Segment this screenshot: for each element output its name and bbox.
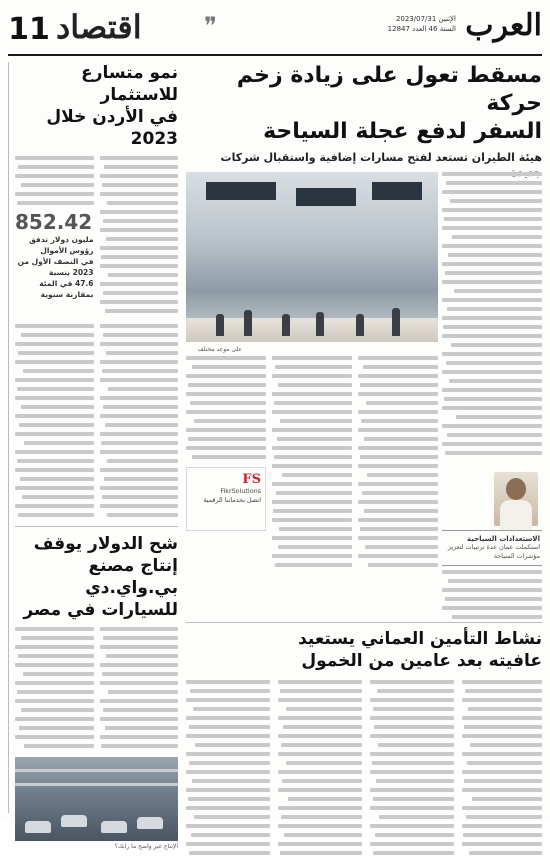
insurance-headline [186,628,542,672]
factory-photo-caption: الإنتاج غير واضح ما رابك؟ [114,843,178,850]
airport-photo-caption: على موعد مختلف [197,346,242,353]
insurance-story [186,628,542,672]
airport-photo [186,172,438,342]
jordan-headline [15,62,178,150]
portrait-photo [494,472,538,526]
factory-photo [15,757,178,841]
page-number: 11 [8,12,50,47]
jordan-stat-value: 852.42 [15,210,93,234]
jordan-headline-line-1: نمو متسارع للاستثمار [81,63,178,105]
egypt-body [15,627,178,753]
lead-body-col-4 [186,356,266,464]
jordan-body-lower [15,324,178,522]
insurance-body-col-2 [370,680,454,860]
insurance-headline-line-1: نشاط التأمين العماني يستعيد [298,629,542,649]
issue-date: الإثنين 2023/07/31 [395,15,456,23]
date-block [388,14,456,34]
stat-caption-line-2: في النصف الأول من 2023 بنسبة [17,257,94,277]
fs-brand-sub: FikrSolutions [220,487,261,495]
divider [15,526,178,527]
lead-body-col-2 [358,356,438,572]
jordan-stat-caption [15,234,94,300]
lead-headline-line-1: مسقط تعول على زيادة زخم حركة [236,63,542,116]
jordan-body-col-b [15,156,94,318]
sidebar-note-title: الاستعدادات السياحية [467,535,540,543]
fs-advert[interactable] [186,467,266,531]
main-column [186,62,542,813]
lead-body-col-3 [272,356,352,572]
insurance-headline-line-2: عافيته بعد عامين من الخمول [301,651,542,671]
stat-caption-line-1: مليون دولار تدفق رؤوس الأموال [29,235,94,255]
insurance-body-col-1 [462,680,542,860]
insurance-body-col-3 [278,680,362,860]
jordan-headline-line-2: في الأردن خلال 2023 [46,107,178,149]
masthead [8,6,542,56]
lead-subhead: هيئة الطيران تستعد لفتح مسارات إضافية واستقبال شركات [220,151,542,164]
left-column [8,62,178,850]
jordan-body-col-a [100,156,179,318]
lead-sidebar [442,472,542,624]
jordan-body [15,156,178,318]
egypt-headline-line-2: إنتاج مصنع بي.واي.دي [85,556,178,598]
egypt-headline [15,533,178,621]
quote-marks-icon: ❞ [204,12,217,40]
stat-caption-line-3: 47.6 في المئة بمقارنة سنوية [39,279,94,299]
egypt-headline-line-1: شح الدولار يوقف [33,534,178,554]
egypt-headline-line-3: للسيارات في مصر [23,600,178,620]
divider [186,622,542,623]
lead-body-right [442,172,542,460]
issue-number: السنة 46 العدد 12847 [387,25,456,33]
text-lines [442,172,542,455]
sidebar-note-text: استكملت عمان عدة ترتيبات لتعزيز مؤشرات السياحة [447,543,540,560]
fs-advert-text: اتصل بخدماتنا الرقمية [203,496,261,504]
lead-headline-line-2: السفر لدفع عجلة السياحة [263,119,542,144]
newspaper-logo: العرب [465,8,542,43]
fs-logo: FS [242,472,261,487]
lead-headline [186,62,542,146]
section-title: اقتصاد [56,8,142,46]
insurance-body-col-4 [186,680,270,860]
lead-sidebar-note [442,530,542,566]
